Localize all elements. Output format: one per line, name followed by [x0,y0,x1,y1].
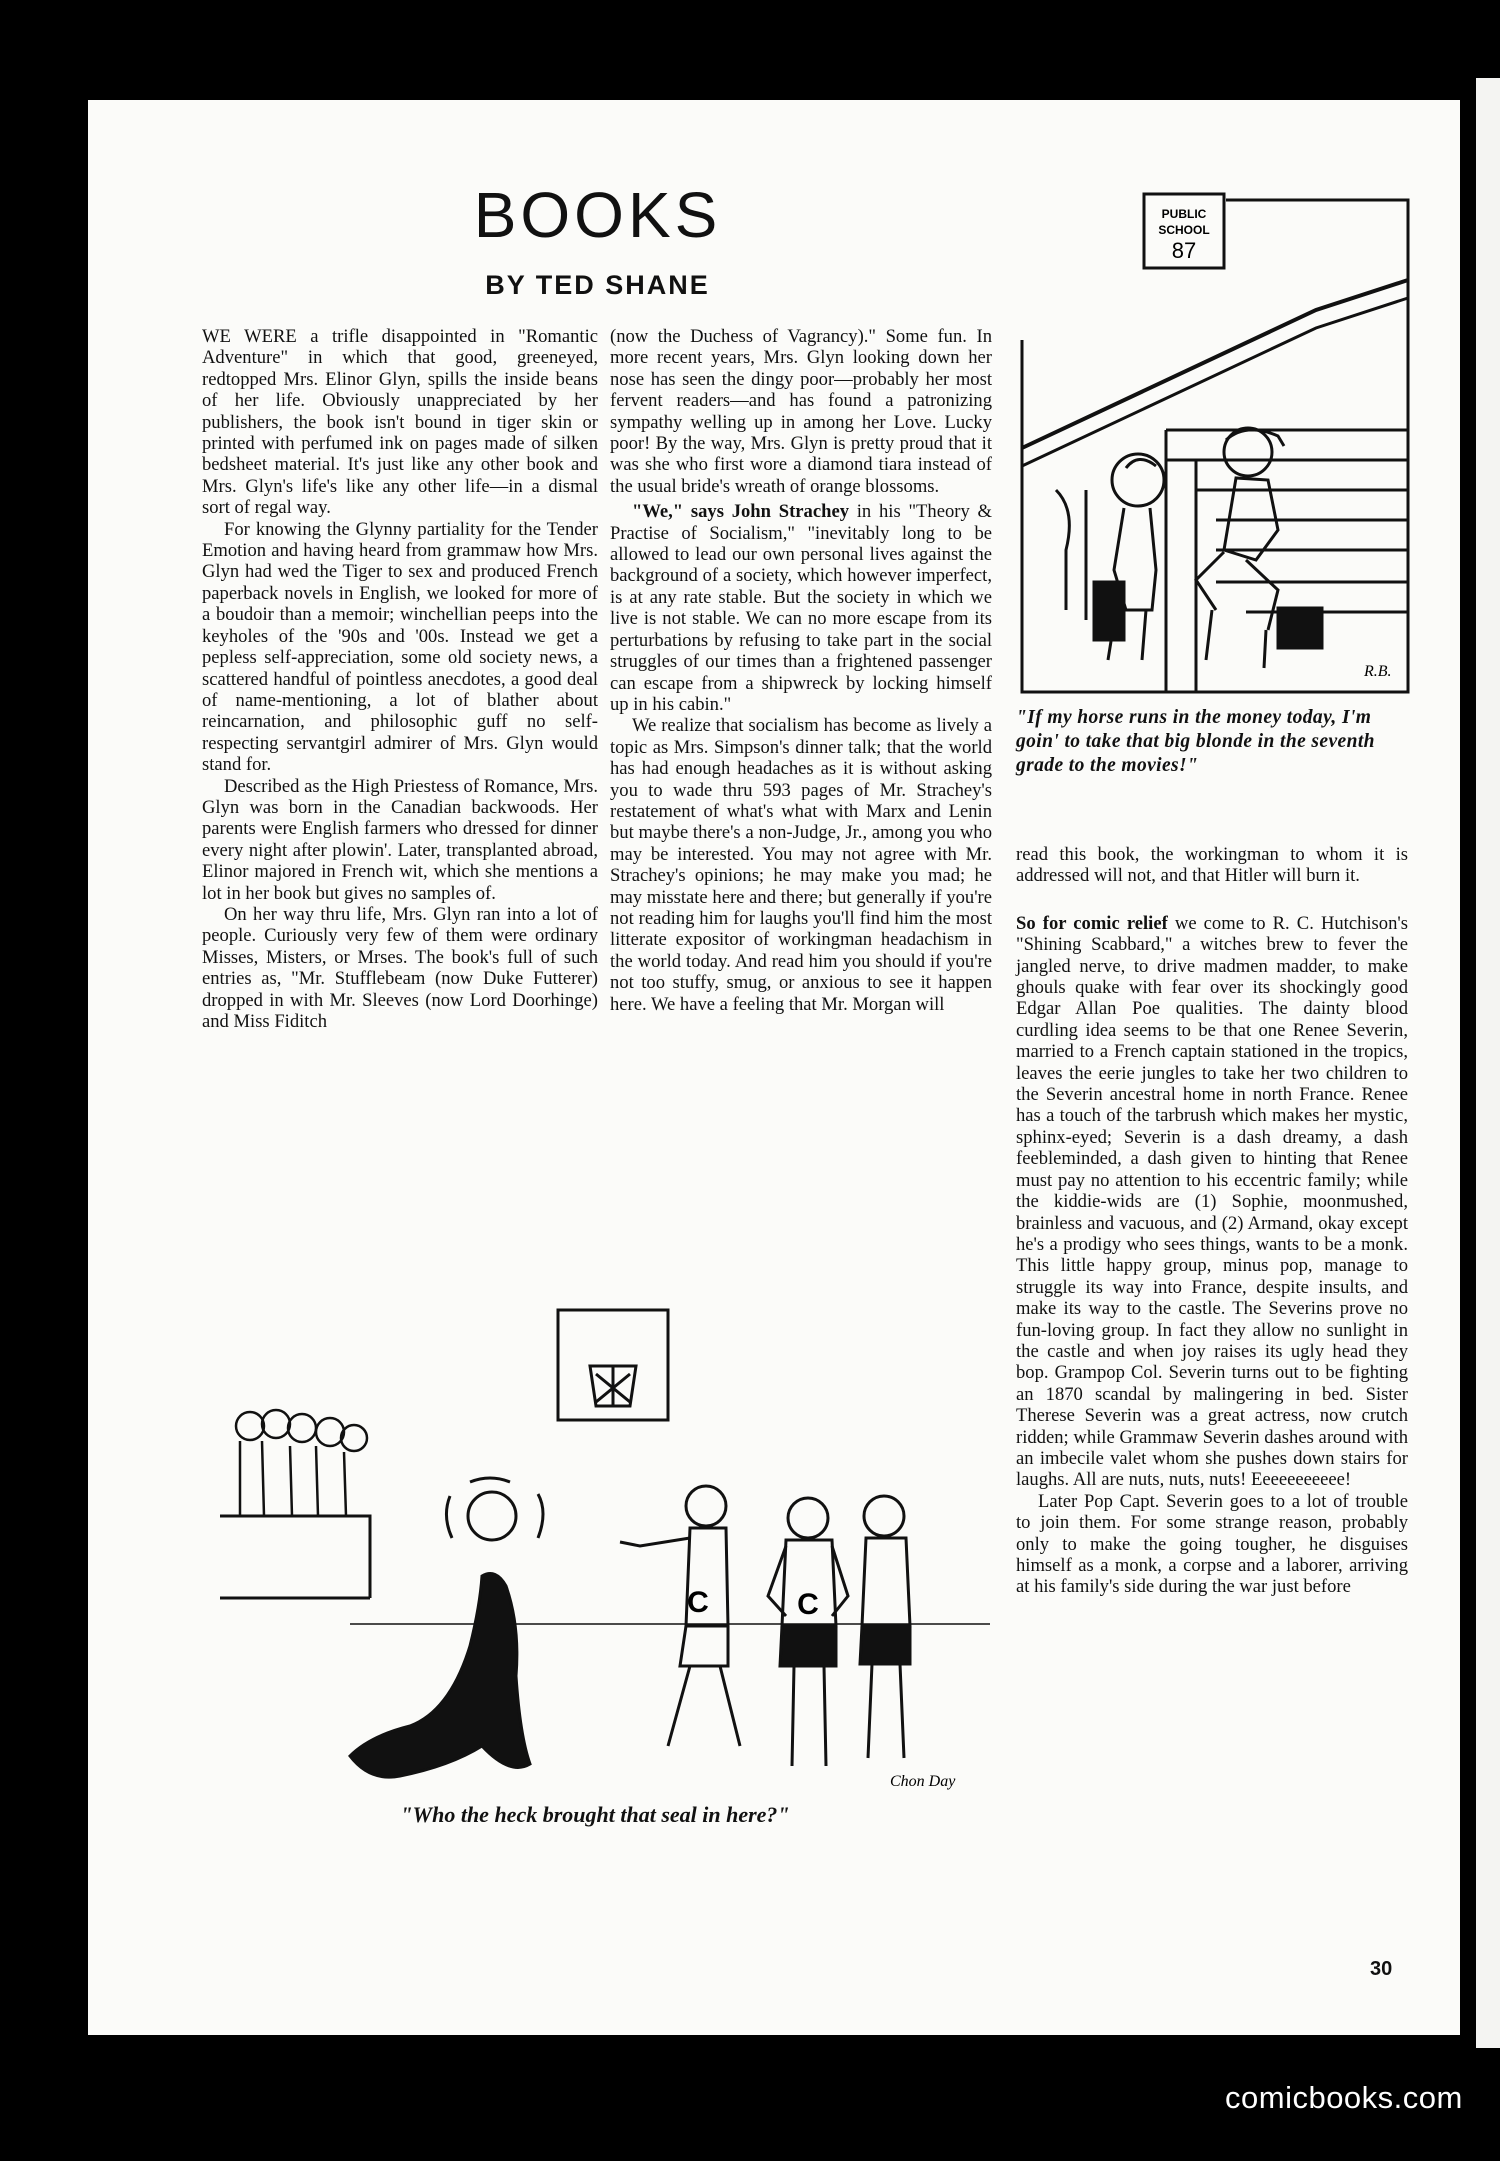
cartoon-seal-basketball [220,1306,1000,1796]
paragraph: Described as the High Priestess of Romance, Mrs. Glyn was born in the Canadian backwoods. Her parents were English farmers who dressed for dinner every night after plowin'. Later, transplanted abroad, Elinor majored in French wit, which she mentions a lot in her book but gives no samples of. [202,775,598,904]
sign-line-1: PUBLIC [1161,207,1207,221]
paragraph: On her way thru life, Mrs. Glyn ran into a lot of people. Curiously very few of them were ordinary Misses, Misters, or Mrses. The book's full of such entries as, "Mr. Stufflebeam (now Duke Futterer) dropped in with Mr. Sleeves (now Lord Doorhinge) and Miss Fiditch [202,903,598,1032]
watermark: comicbooks.com [1225,2080,1463,2115]
paragraph: (now the Duchess of Vagrancy)." Some fun. In more recent years, Mrs. Glyn looking down her nose has seen the dingy poor—probably her most fervent readers—and has found a patronizing sympathy welling up in among her Love. Lucky poor! By the way, Mrs. Glyn is pretty proud that it was she who first wore a diamond tiara instead of the usual bride's wreath of orange blossoms. [610,326,992,497]
paragraph: We realize that socialism has become as lively a topic as Mrs. Simpson's dinner talk; that the world has had enough headaches as it is without asking you to wade thru 593 pages of Mr. Strachey's restatement of what's what with Marx and Lenin but maybe there's a non-Judge, Jr., among you who may be interested. You may not agree with Mr. Strachey's opinions; he may make you mad; he may misstate here and there; but generally if you're not reading him for laughs you'll find him the most litterate expositor of workingman headachism in the world today. And read him you should if you're not too stuffy, smug, or anxious to see it happen here. We have a feeling that Mr. Morgan will [610,715,992,1015]
lead-in: So for comic relief [1016,912,1168,934]
cartoon-caption-bottom: "Who the heck brought that seal in here?" [400,1802,790,1827]
paragraph: Later Pop Capt. Severin goes to a lot of trouble to join them. For some strange reason, probably only to make the going tougher, he disguises himself as a monk, a corpse and a laborer, arriving at his family's side during the war just before [1016,1490,1408,1598]
byline: BY TED SHANE [485,270,710,300]
paragraph: read this book, the workingman to whom it is addressed will not, and that Hitler will burn it. [1016,844,1408,887]
page-title: BOOKS [473,179,722,251]
lead-in: WE WERE [202,326,297,347]
paragraph: "We," says John Strachey in his "Theory & Practise of Socialism," "inevitably long to be allowed to lead our own personal lives against the background of a society, which however imperfect, is at any rate stable. But the society in which we live is not stable. We can no more escape from its perturbations by refusing to take part in the social struggles of our times than a frightened passenger can escape from a shipwreck by locking himself up in his cabin." [610,501,992,715]
artist-signature: R.B. [1364,663,1392,680]
article-column-1 [202,326,598,1032]
artist-signature: Chon Day [890,1773,956,1790]
paragraph: So for comic relief we come to R. C. Hutchison's "Shining Scabbard," a witches brew to fever the jangled nerve, to drive madmen madder, to make ghouls quake with fear over its shockingly good Edgar Allan Poe qualities. The dainty blood curdling idea seems to be that one Renee Severin, married to a French captain stationed in the tropics, leaves the eerie jungles to take her two children to the Severin ancestral home in north France. Renee has a touch of the tarbrush which makes her mystic, sphinx-eyed; Severin is a dash dreamy, a dash feebleminded, a dash given to hinting that Renee must pay no attention to his eccentric family; while the kiddie-wids are (1) Sophie, moonmushed, brainless and vacuous, and (2) Armand, okay except he's a prodigy who sees things, wants to be a monk. This little happy group, minus pop, manage to struggle its way into France, despite insults, and make its way to the castle. The Severins prove no fun-loving group. In fact they allow no sunlight in the castle and when joy raises its ugly head they bop. Grampop Col. Severin turns out to be fighting an 1870 scandal by malingering in bed. Sister Therese Severin was a great actress, now crutch ridden; while Grammaw Severin dashes around with an imbecile valet whom she pushes down stairs for laughs. All are nuts, nuts, nuts! Eeeeeeeeeee! [1016,912,1408,1491]
lead-in: "We," says John Strachey [632,501,849,523]
jersey-letter: C [797,1588,819,1621]
adjacent-page-edge [1476,78,1500,2048]
article-column-2 [610,326,992,1015]
cartoon-caption-top: "If my horse runs in the money today, I'm goin' to take that big blonde in the seventh grade to the movies!" [1016,707,1375,776]
article-column-3 [1016,844,1408,1598]
sign-number: 87 [1171,238,1197,263]
paragraph: WE WERE a trifle disappointed in "Romantic Adventure" in which that good, greeneyed, redtopped Mrs. Elinor Glyn, spills the inside beans of her life. Obviously unappreciated by her publishers, the book isn't bound in tiger skin or printed with perfumed ink on pages made of silken bedsheet material. It's just like any other book and Mrs. Glyn's life's like any other life—in a dismal sort of regal way. [202,326,599,519]
jersey-letter: C [687,1586,709,1619]
sign-line-2: SCHOOL [1158,223,1210,237]
cartoon-schoolboys-stairs [1016,190,1416,698]
paragraph: For knowing the Glynny partiality for the Tender Emotion and having heard from grammaw how Mrs. Glyn had wed the Tiger to sex and produced French paperback novels in English, we looked for more of a boudoir than a memoir; winchellian peeps into the keyholes of the '90s and '00s. Instead we get a pepless self-appreciation, some old society news, a scattered handful of pointless anecdotes, a good deal of name-mentioning, a lot of blather about reincarnation, and philosophic guff no self-respecting servantgirl admirer of Mrs. Glyn would stand for. [202,518,598,776]
page-number: 30 [1370,1958,1393,1980]
